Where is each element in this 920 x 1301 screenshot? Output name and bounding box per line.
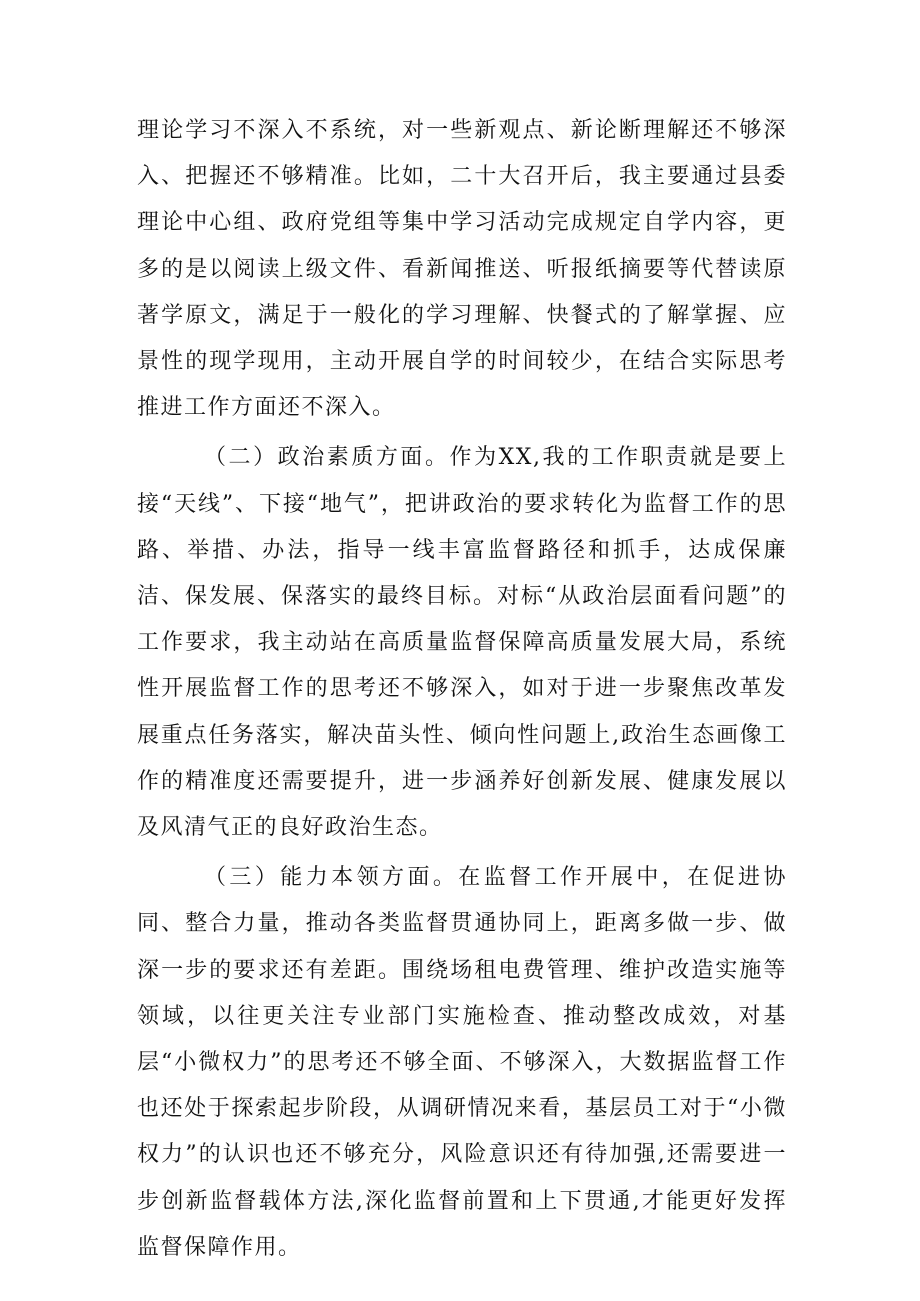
document-body — [137, 108, 787, 1271]
paragraph-theory-study: 理论学习不深入不系统，对一些新观点、新论断理解还不够深入、把握还不够精准。比如，二十大召开后，我主要通过县委理论中心组、政府党组等集中学习活动完成规定自学内容，更多的是以阅读上级文件、看新闻推送、听报纸摘要等代替读原著学原文，满足于一般化的学习理解、快餐式的了解掌握、应景性的现学现用，主动开展自学的时间较少，在结合实际思考推进工作方面还不深入。 — [137, 118, 787, 421]
paragraph-political-quality: （二）政治素质方面。作为XX,我的工作职责就是要上接“天线”、下接“地气”，把讲政治的要求转化为监督工作的思路、举措、办法，指导一线丰富监督路径和抓手，达成保廉洁、保发展、保落实的最终目标。对标“从政治层面看问题”的工作要求，我主动站在高质量监督保障高质量发展大局，系统性开展监督工作的思考还不够深入，如对于进一步聚焦改革发展重点任务落实，解决苗头性、倾向性问题上,政治生态画像工作的精准度还需要提升，进一步涵养好创新发展、健康发展以及风清气正的良好政治生态。 — [137, 445, 787, 841]
paragraph-ability-skill: （三）能力本领方面。在监督工作开展中，在促进协同、整合力量，推动各类监督贯通协同上，距离多做一步、做深一步的要求还有差距。围绕场租电费管理、维护改造实施等领域，以往更关注专业部门实施检查、推动整改成效，对基层“小微权力”的思考还不够全面、不够深入，大数据监督工作也还处于探索起步阶段，从调研情况来看，基层员工对于“小微权力”的认识也还不够充分，风险意识还有待加强,还需要进一步创新监督载体方法,深化监督前置和上下贯通,才能更好发挥监督保障作用。 — [137, 865, 787, 1260]
